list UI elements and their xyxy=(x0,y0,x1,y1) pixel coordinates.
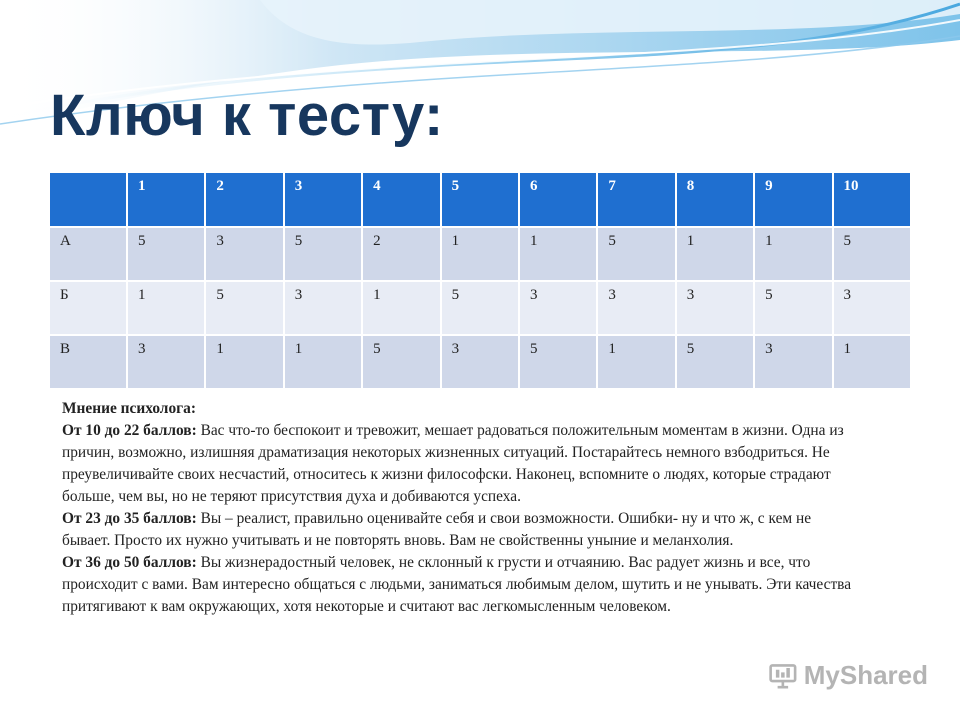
score-range: От 10 до 22 баллов: xyxy=(62,422,197,439)
row-label: В xyxy=(49,335,127,389)
table-cell: 3 xyxy=(284,281,362,335)
opinion-text: Вы – реалист, правильно оценивайте себя и свои возможности. Ошибки- ну и что ж, с кем не бывает. Просто их нужно учитывать и не повторять вновь. Вам не свойственны уныние и меланхолия. xyxy=(62,510,812,549)
header-cell: 4 xyxy=(362,172,440,227)
table-cell: 1 xyxy=(284,335,362,389)
table-row xyxy=(49,335,911,389)
table-cell: 5 xyxy=(754,281,832,335)
table-cell: 3 xyxy=(676,281,754,335)
table-cell: 5 xyxy=(127,227,205,281)
table-cell: 3 xyxy=(127,335,205,389)
table-cell: 5 xyxy=(205,281,283,335)
table-cell: 1 xyxy=(362,281,440,335)
slide-title: Ключ к тесту: xyxy=(50,83,444,148)
table-cell: 3 xyxy=(833,281,911,335)
table-cell: 5 xyxy=(676,335,754,389)
table-cell: 3 xyxy=(519,281,597,335)
opinion-text: Вас что-то беспокоит и тревожит, мешает радоваться положительным моментам в жизни. Одна из причин, возможно, излишняя драматизация некоторых жизненных ситуаций. Постарайтесь немного взбодриться. Не преувеличивайте своих несчастий, относитесь к жизни философски. Наконец, вспомните о людях, которые страдают больше, чем вы, но не теряют присутствия духа и добиваются успеха. xyxy=(62,422,844,505)
opinion-block xyxy=(62,508,862,552)
table-cell: 1 xyxy=(127,281,205,335)
header-cell: 2 xyxy=(205,172,283,227)
presentation-icon xyxy=(768,658,798,692)
header-cell-corner xyxy=(49,172,127,227)
table-row xyxy=(49,227,911,281)
table-row xyxy=(49,281,911,335)
row-label: А xyxy=(49,227,127,281)
header-cell: 10 xyxy=(833,172,911,227)
table-cell: 1 xyxy=(205,335,283,389)
watermark-text: MyShared xyxy=(803,659,928,690)
header-cell: 5 xyxy=(441,172,519,227)
opinion-text: Вы жизнерадостный человек, не склонный к грусти и отчаянию. Вас радует жизнь и все, что происходит с вами. Вам интересно общаться с людьми, заниматься любимым делом, шутить и не унывать. Эти качества притягивают к вам окружающих, хотя некоторые и считают вас легкомысленным человеком. xyxy=(62,554,852,615)
table-cell: 5 xyxy=(833,227,911,281)
table-cell: 1 xyxy=(441,227,519,281)
table-cell: 5 xyxy=(284,227,362,281)
table-cell: 1 xyxy=(597,335,675,389)
header-cell: 1 xyxy=(127,172,205,227)
header-cell: 7 xyxy=(597,172,675,227)
header-cell: 3 xyxy=(284,172,362,227)
opinion-heading: Мнение психолога: xyxy=(62,400,196,417)
table-cell: 3 xyxy=(597,281,675,335)
table-cell: 5 xyxy=(362,335,440,389)
opinion-block xyxy=(62,420,862,508)
answer-key-table xyxy=(48,171,912,390)
table-cell: 5 xyxy=(519,335,597,389)
table-cell: 1 xyxy=(833,335,911,389)
table-cell: 5 xyxy=(441,281,519,335)
watermark xyxy=(768,655,928,695)
score-range: От 23 до 35 баллов: xyxy=(62,510,197,527)
header-cell: 6 xyxy=(519,172,597,227)
table-cell: 1 xyxy=(754,227,832,281)
row-label: Б xyxy=(49,281,127,335)
opinion-block xyxy=(62,552,862,618)
table-cell: 3 xyxy=(441,335,519,389)
psychologist-opinion xyxy=(62,398,862,618)
table-cell: 3 xyxy=(205,227,283,281)
score-range: От 36 до 50 баллов: xyxy=(62,554,197,571)
table-header-row xyxy=(49,172,911,227)
table-cell: 2 xyxy=(362,227,440,281)
header-cell: 8 xyxy=(676,172,754,227)
header-cell: 9 xyxy=(754,172,832,227)
table-cell: 1 xyxy=(519,227,597,281)
table-cell: 1 xyxy=(676,227,754,281)
table-cell: 3 xyxy=(754,335,832,389)
table-cell: 5 xyxy=(597,227,675,281)
